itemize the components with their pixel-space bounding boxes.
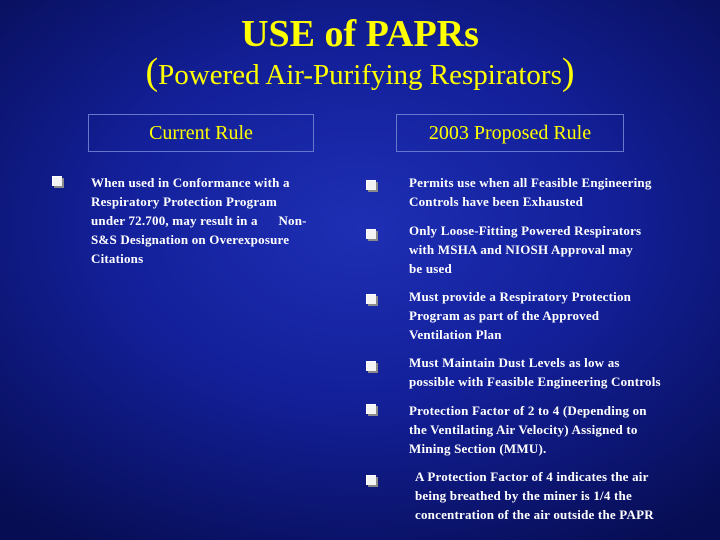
item-line: Ventilation Plan [409,327,502,342]
item-line: under 72.700, may result in a Non- [91,213,307,228]
item-line: Respiratory Protection Program [91,194,278,209]
bullet-icon [52,176,62,186]
proposed-rule-item-1 [409,173,652,211]
bullet-icon [366,294,376,304]
subtitle-text: Powered Air-Purifying Respirators [158,59,562,91]
item-line: Controls have been Exhausted [409,194,584,209]
proposed-rule-heading: 2003 Proposed Rule [396,114,624,152]
bullet-icon [366,361,376,371]
item-line: with MSHA and NIOSH Approval may [409,242,633,257]
item-line: Only Loose-Fitting Powered Respirators [409,223,642,238]
subtitle-close-paren: ) [561,51,575,93]
item-line: S&S Designation on Overexposure [91,232,290,247]
proposed-rule-item-4 [409,353,661,391]
proposed-rule-item-3 [409,287,631,344]
proposed-rule-item-6 [415,467,654,524]
current-rule-item-1 [91,173,307,268]
subtitle-open-paren: ( [145,51,159,93]
item-line: concentration of the air outside the PAPR [415,507,654,522]
item-line: Mining Section (MMU). [409,441,547,456]
item-line: A Protection Factor of 4 indicates the air [415,469,649,484]
item-line: Citations [91,251,144,266]
bullet-icon [366,404,376,414]
proposed-rule-item-2 [409,221,641,278]
item-line: Protection Factor of 2 to 4 (Depending on [409,403,647,418]
item-line: the Ventilating Air Velocity) Assigned to [409,422,638,437]
slide-title: USE of PAPRs [241,13,479,55]
item-line: Program as part of the Approved [409,308,600,323]
item-line: being breathed by the miner is 1/4 the [415,488,632,503]
proposed-rule-item-5 [409,401,647,458]
bullet-icon [366,180,376,190]
bullet-icon [366,475,376,485]
item-line: Permits use when all Feasible Engineering [409,175,652,190]
item-line: Must Maintain Dust Levels as low as [409,355,620,370]
item-line: be used [409,261,452,276]
slide-subtitle [0,52,720,95]
item-line: Must provide a Respiratory Protection [409,289,632,304]
bullet-icon [366,229,376,239]
item-line: When used in Conformance with a [91,175,290,190]
item-line: possible with Feasible Engineering Controls [409,374,661,389]
current-rule-heading: Current Rule [88,114,314,152]
